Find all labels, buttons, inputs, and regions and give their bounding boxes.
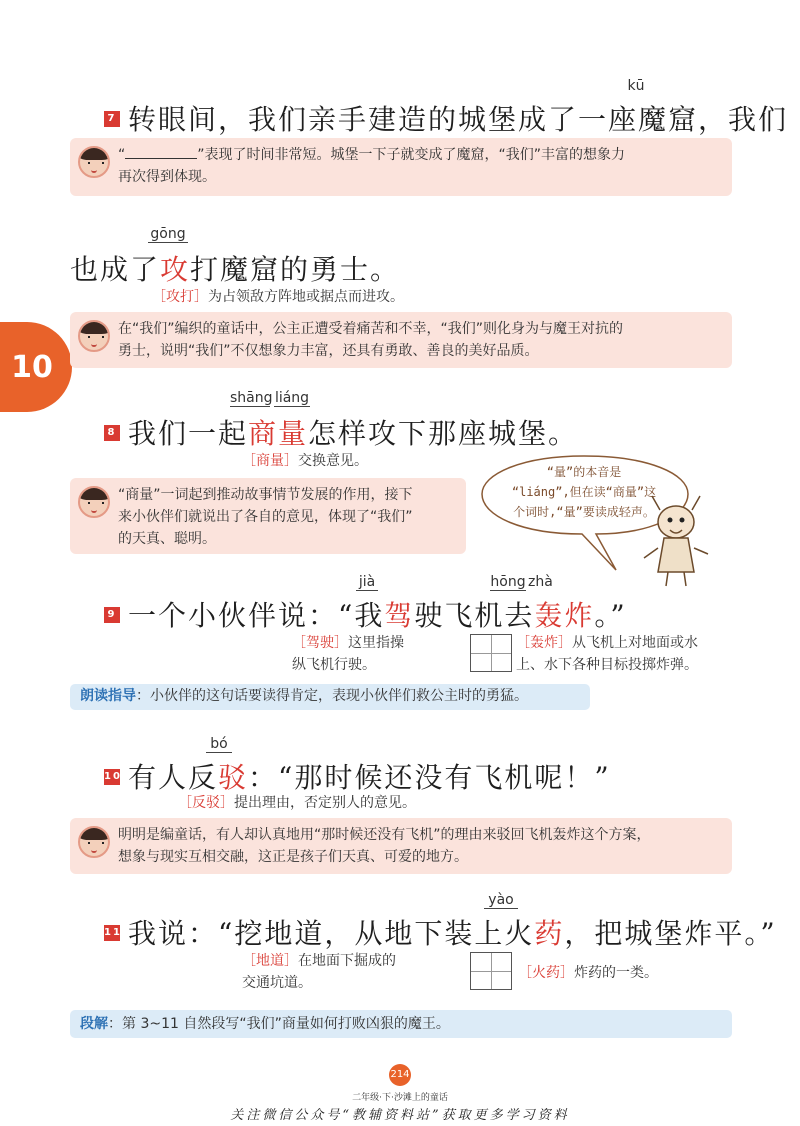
pinyin-jia: jià — [356, 574, 378, 591]
paragraph-11: 11 我说：“挖地道，从地下装上火药，把城堡炸平。” — [104, 917, 777, 950]
lesson-number-tab: 10 — [0, 322, 72, 412]
keyword-hongzha: 轰炸 — [534, 599, 595, 632]
keyword-jia: 驾 — [384, 599, 415, 632]
pinyin-yao: yào — [484, 892, 518, 909]
note-8-line1: “商量”一词起到推动故事情节发展的作用，接下 — [118, 487, 413, 503]
pinyin-ku: kū — [627, 78, 645, 94]
note-7-line2: 再次得到体现。 — [118, 169, 216, 185]
pinyin-shang: shāng — [230, 390, 273, 406]
section-text: ：第 3~11 自然段写“我们”商量如何打败凶狠的魔王。 — [108, 1016, 450, 1032]
paragraph-7-line1 — [104, 98, 788, 138]
keyword-shang: 商 — [248, 417, 279, 450]
note-7b-line2: 勇士，说明“我们”不仅想象力丰富，还具有勇敢、善良的美好品质。 — [118, 343, 539, 359]
paragraph-number-11: 11 — [104, 925, 120, 941]
definition-jiashi: ［驾驶］这里指操 纵飞机行驶。 — [292, 635, 404, 673]
writing-grid-box[interactable] — [470, 952, 512, 990]
teacher-note-10 — [70, 818, 732, 874]
pinyin-hong: hōng — [490, 574, 526, 590]
paragraph-7-text: 转眼间，我们亲手建造的城堡成了一座魔窟，我们 — [128, 103, 789, 136]
teacher-note-7b — [70, 312, 732, 368]
teacher-avatar-icon — [78, 826, 110, 858]
definition-fanbo: ［反驳］提出理由，否定别人的意见。 — [178, 795, 416, 811]
note-8-line2: 来小伙伴们就说出了各自的意见，体现了“我们” — [118, 509, 413, 525]
fill-blank[interactable] — [125, 146, 197, 159]
pinyin-zha: zhà — [528, 574, 553, 590]
paragraph-7-line2: 也成了攻打魔窟的勇士。 — [70, 253, 401, 286]
note-7-line1: “ ”表现了时间非常短。城堡一下子就变成了魔窟，“我们”丰富的想象力 — [118, 147, 626, 163]
page-number: 214 — [389, 1064, 411, 1086]
teacher-note-7 — [70, 138, 732, 196]
reading-guide — [70, 684, 590, 710]
guide-text: ：小伙伴的这句话要读得肯定，表现小伙伴们救公主时的勇猛。 — [136, 688, 528, 704]
paragraph-number-7: 7 — [104, 111, 120, 127]
definition-huoyao: ［火药］炸药的一类。 — [518, 965, 658, 981]
section-label: 段解 — [80, 1016, 108, 1032]
paragraph-number-9: 9 — [104, 607, 120, 623]
paragraph-number-8: 8 — [104, 425, 120, 441]
definition-gongda: ［攻打］为占领敌方阵地或据点而进攻。 — [152, 289, 404, 305]
section-explanation — [70, 1010, 732, 1038]
keyword-yao: 药 — [534, 917, 565, 950]
guide-label: 朗读指导 — [80, 688, 136, 704]
paragraph-number-10: 10 — [104, 769, 120, 785]
teacher-avatar-icon — [78, 146, 110, 178]
footer-note: 关注微信公众号“教辅资料站”获取更多学习资料 — [230, 1108, 570, 1123]
keyword-gong: 攻 — [160, 253, 191, 286]
pinyin-gong: gōng — [148, 226, 188, 243]
paragraph-8: 8 我们一起商量怎样攻下那座城堡。 — [104, 412, 578, 452]
definition-hongzha: ［轰炸］从飞机上对地面或水 上、水下各种目标投掷炸弹。 — [516, 635, 698, 673]
teacher-avatar-icon — [78, 320, 110, 352]
definition-didao: ［地道］在地面下掘成的 交通坑道。 — [242, 953, 396, 991]
teacher-note-8 — [70, 478, 466, 554]
teacher-avatar-icon — [78, 486, 110, 518]
paragraph-9: 9 一个小伙伴说：“我驾驶飞机去轰炸。” — [104, 594, 627, 634]
note-10-line2: 想象与现实互相交融，这正是孩子们天真、可爱的地方。 — [118, 849, 468, 865]
bubble-text: “量”的本音是 “liáng”,但在读“商量”这 个词时,“量”要读成轻声。 — [511, 465, 657, 519]
paragraph-10: 10 有人反驳：“那时候还没有飞机呢！” — [104, 761, 611, 794]
cartoon-character-icon — [640, 492, 712, 590]
keyword-bo: 驳 — [218, 761, 249, 794]
definition-shangliang: ［商量］交换意见。 — [242, 453, 368, 469]
note-8-line3: 的天真、聪明。 — [118, 531, 216, 547]
note-7b-line1: 在“我们”编织的童话中，公主正遭受着痛苦和不幸，“我们”则化身为与魔王对抗的 — [118, 321, 624, 337]
writing-grid-box[interactable] — [470, 634, 512, 672]
keyword-liang: 量 — [278, 417, 309, 450]
note-10-line1: 明明是编童话，有人却认真地用“那时候还没有飞机”的理由来驳回飞机轰炸这个方案， — [118, 827, 651, 843]
pinyin-bo: bó — [206, 736, 232, 753]
pinyin-liang: liáng — [274, 390, 310, 406]
footer-subtitle: 二年级·下·沙滩上的童话 — [352, 1093, 448, 1103]
